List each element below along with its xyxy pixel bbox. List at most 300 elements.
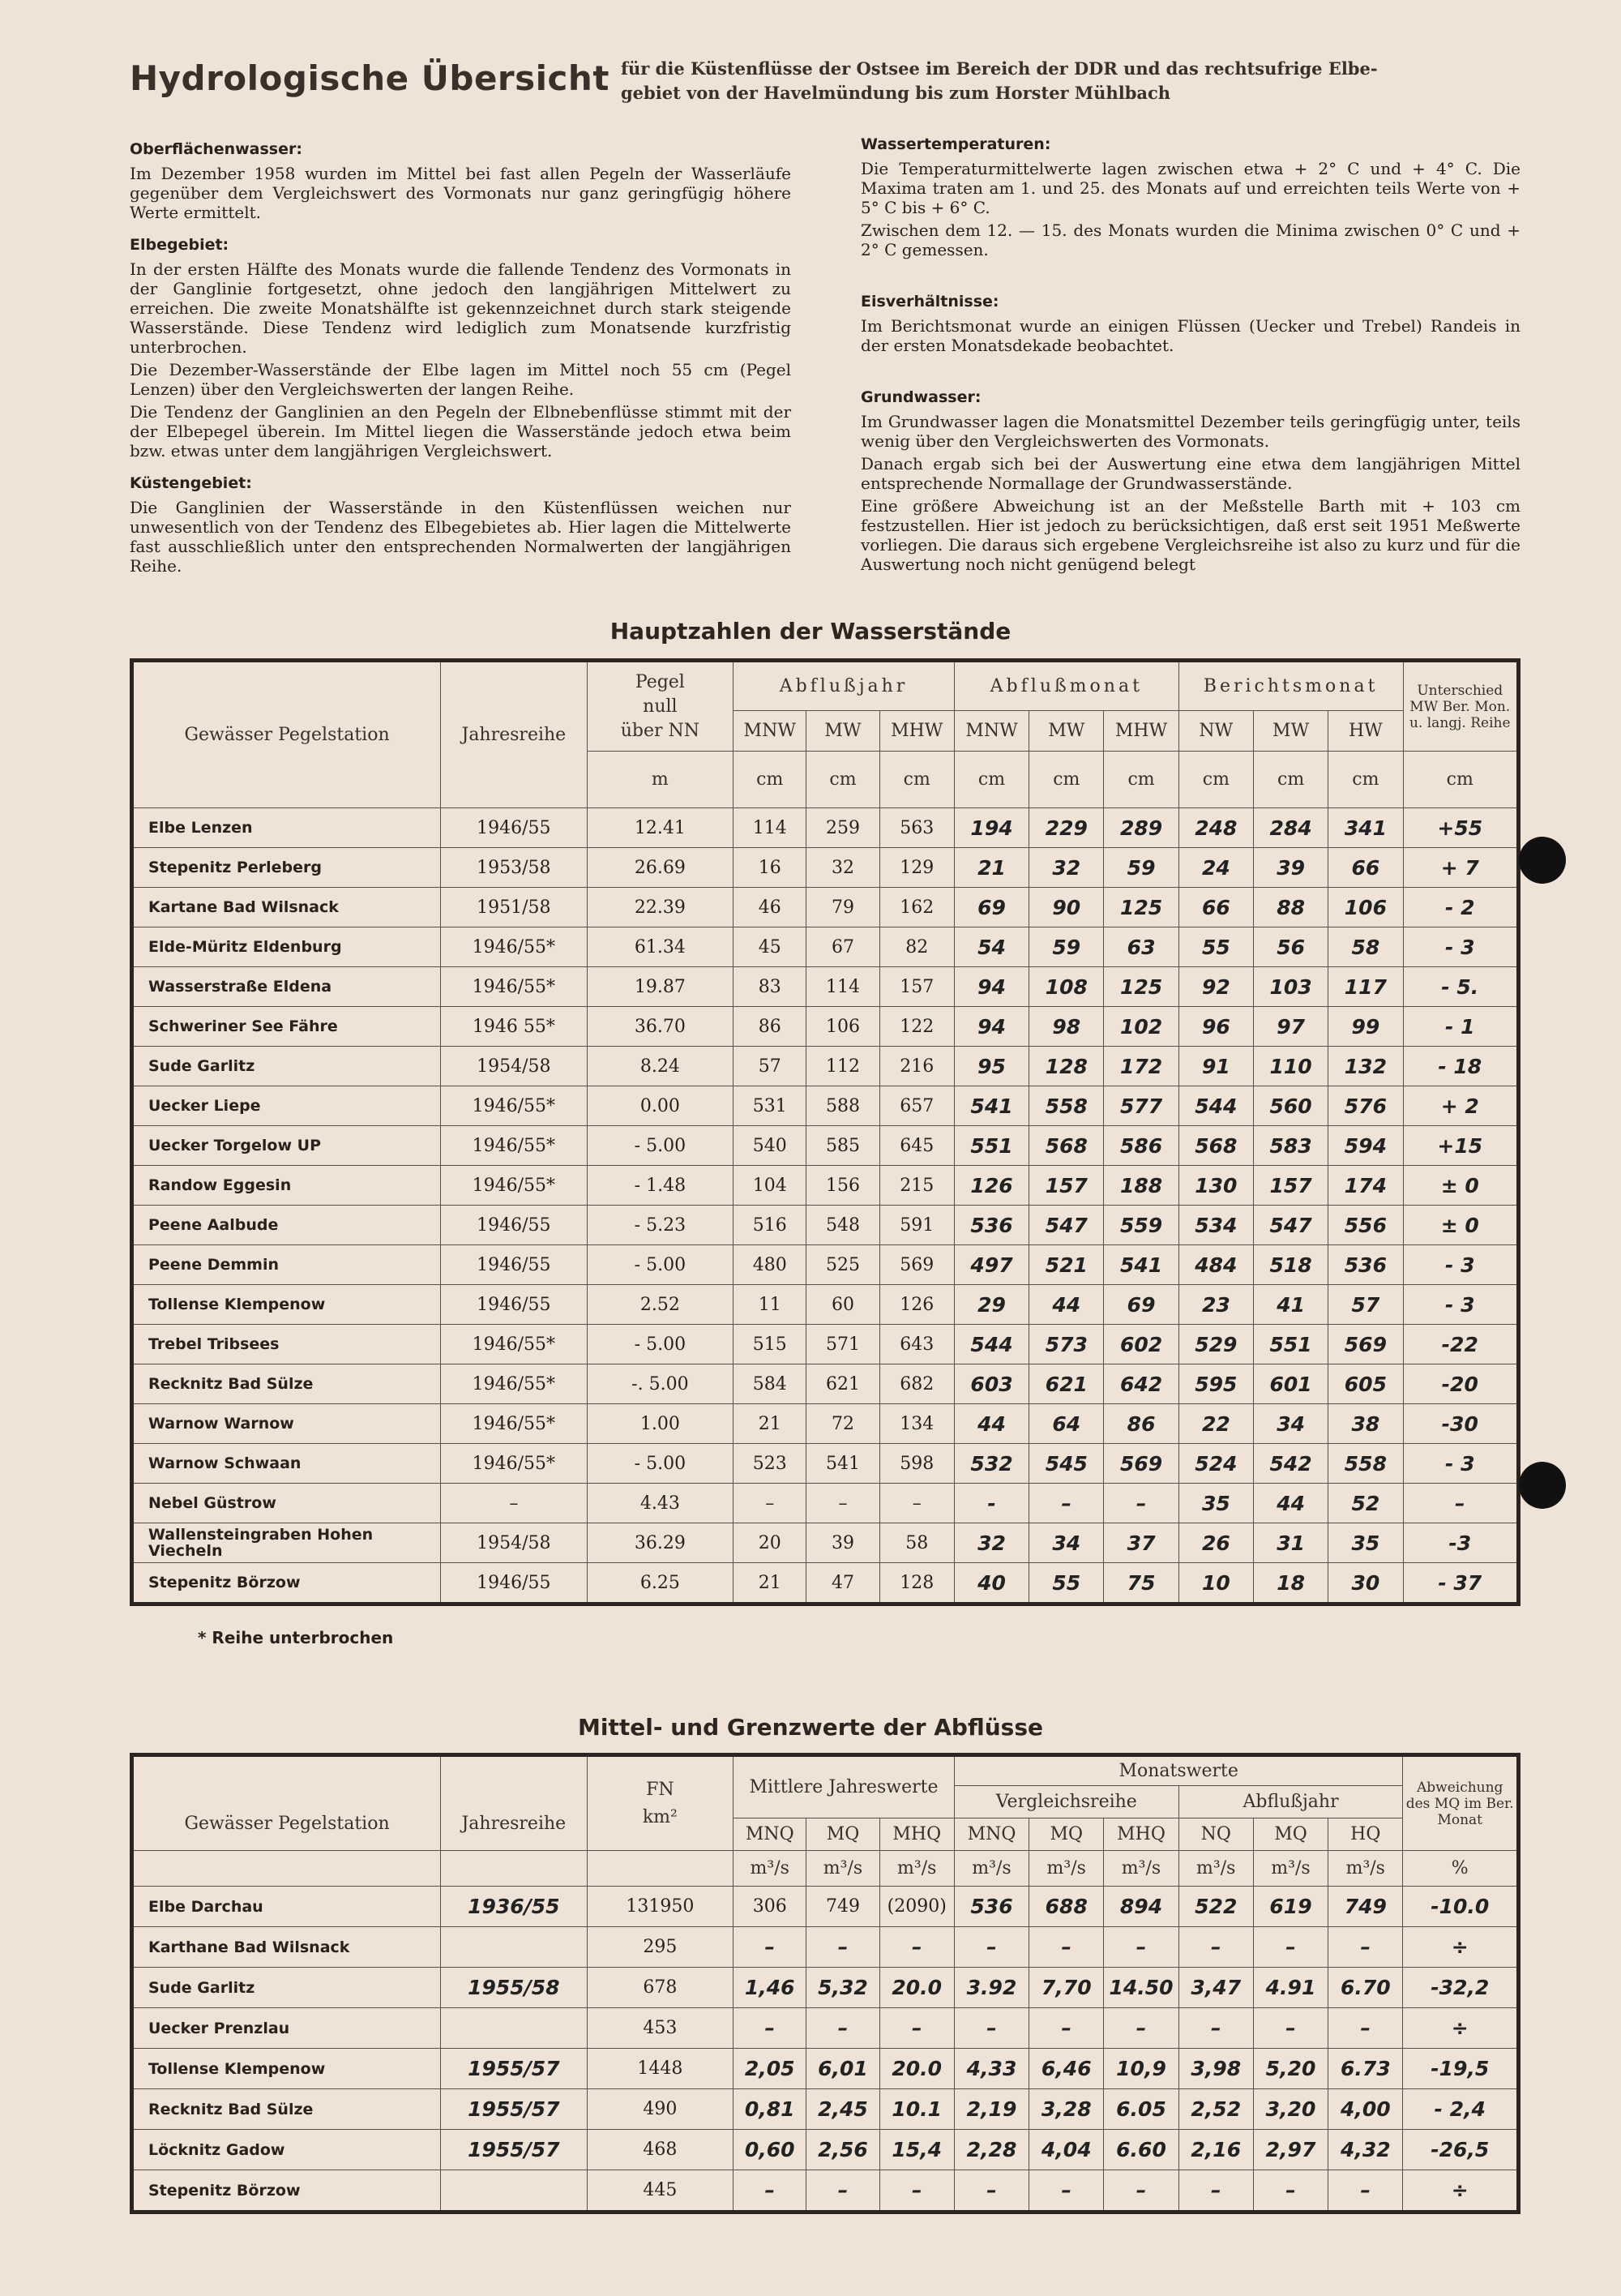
year-value: 6.70 [1328, 1968, 1403, 2008]
table2-title: Mittel- und Grenzwerte der Abflüsse [578, 1714, 1043, 1741]
month-value: 194 [954, 808, 1029, 848]
cmp-value: 6.60 [1104, 2130, 1178, 2170]
diff-value: - 3 [1403, 1285, 1518, 1325]
avg-value: – [806, 2170, 879, 2212]
diff-value: - 37 [1403, 1563, 1518, 1604]
table-row [132, 2130, 1519, 2170]
diff-value: + 7 [1403, 848, 1518, 888]
dev-value: -10.0 [1403, 1887, 1519, 1927]
month-value: 55 [1029, 1563, 1104, 1604]
dev-value: ÷ [1403, 2170, 1519, 2212]
year-value: – [1253, 2170, 1328, 2212]
report-value: 35 [1328, 1523, 1403, 1563]
header-group-avg: Mittlere Jahreswerte [734, 1755, 955, 1818]
station-name: Uecker Liepe [132, 1086, 441, 1126]
report-value: 92 [1178, 967, 1253, 1007]
report-value: 130 [1178, 1166, 1253, 1206]
year-value: 16 [734, 848, 806, 888]
month-value: 642 [1104, 1364, 1178, 1404]
report-value: 547 [1253, 1206, 1328, 1245]
cmp-value: – [1029, 1927, 1104, 1968]
report-value: 66 [1178, 888, 1253, 927]
report-value: 56 [1253, 927, 1328, 967]
report-value: 524 [1178, 1444, 1253, 1484]
series-cell: 1951/58 [441, 888, 588, 927]
section-heading: Grundwasser: [861, 388, 982, 406]
month-value: 497 [954, 1245, 1029, 1285]
year-value: 4,00 [1328, 2089, 1403, 2130]
avg-value: 6,01 [806, 2049, 879, 2089]
year-value: 21 [734, 1404, 806, 1444]
discharge-body [132, 1887, 1519, 2212]
station-name: Randow Eggesin [132, 1166, 441, 1206]
diff-value: +55 [1403, 808, 1518, 848]
avg-value: – [734, 1927, 806, 1968]
report-value: 39 [1253, 848, 1328, 888]
report-value: 484 [1178, 1245, 1253, 1285]
header-mq: MQ [806, 1818, 879, 1851]
pegel-cell: 22.39 [587, 888, 734, 927]
avg-value: – [806, 2008, 879, 2049]
month-value: 69 [954, 888, 1029, 927]
header-unit: cm [1403, 752, 1518, 808]
avg-value: 10.1 [879, 2089, 954, 2130]
report-value: 55 [1178, 927, 1253, 967]
station-name: Peene Aalbude [132, 1206, 441, 1245]
diff-value: - 1 [1403, 1007, 1518, 1047]
pegel-cell: 12.41 [587, 808, 734, 848]
header-unit: cm [954, 752, 1029, 808]
month-value: 59 [1029, 927, 1104, 967]
header-series: Jahresreihe [441, 661, 588, 808]
header-mq: MQ [1253, 1818, 1328, 1851]
page-subtitle [621, 57, 1529, 105]
month-value: 59 [1104, 848, 1178, 888]
year-value: – [1178, 2170, 1253, 2212]
series-cell: 1955/58 [441, 1968, 588, 2008]
year-value: 588 [806, 1086, 879, 1126]
pegel-cell: 2.52 [587, 1285, 734, 1325]
report-value: 110 [1253, 1047, 1328, 1086]
month-value: 63 [1104, 927, 1178, 967]
year-value: 619 [1253, 1887, 1328, 1927]
series-cell: 1946/55 [441, 1245, 588, 1285]
header-hw: HW [1328, 711, 1403, 752]
station-name: Wasserstraße Eldena [132, 967, 441, 1007]
pegel-cell: 26.69 [587, 848, 734, 888]
station-name: Elde-Müritz Eldenburg [132, 927, 441, 967]
pegel-cell: 1.00 [587, 1404, 734, 1444]
table-row [132, 1523, 1519, 1563]
cmp-value: 4,33 [954, 2049, 1029, 2089]
table-row [132, 1047, 1519, 1086]
month-value: 547 [1029, 1206, 1104, 1245]
header-unit: m³/s [1328, 1851, 1403, 1887]
cmp-value: 7,70 [1029, 1968, 1104, 2008]
year-value: 156 [806, 1166, 879, 1206]
year-value: 134 [879, 1404, 954, 1444]
header-mw: MW [1253, 711, 1328, 752]
year-value: 657 [879, 1086, 954, 1126]
fn-cell: 445 [587, 2170, 734, 2212]
month-value: 521 [1029, 1245, 1104, 1285]
report-value: 248 [1178, 808, 1253, 848]
water-levels-table [130, 658, 1520, 1606]
year-value: 21 [734, 1563, 806, 1604]
section-heading: Oberflächenwasser: [130, 140, 302, 158]
water-levels-body [132, 808, 1519, 1604]
header-mnq: MNQ [734, 1818, 806, 1851]
cmp-value: 2,28 [954, 2130, 1029, 2170]
series-cell: 1955/57 [441, 2049, 588, 2089]
month-value: 125 [1104, 967, 1178, 1007]
table-row [132, 1285, 1519, 1325]
month-value: 568 [1029, 1126, 1104, 1166]
report-value: 23 [1178, 1285, 1253, 1325]
month-value: 44 [1029, 1285, 1104, 1325]
year-value: 60 [806, 1285, 879, 1325]
station-name: Tollense Klempenow [132, 1285, 441, 1325]
year-value: 39 [806, 1523, 879, 1563]
table-row [132, 1325, 1519, 1364]
header-mw: MW [1029, 711, 1104, 752]
year-value: – [1253, 1927, 1328, 1968]
header-unit: cm [1253, 752, 1328, 808]
report-value: 558 [1328, 1444, 1403, 1484]
year-value: 525 [806, 1245, 879, 1285]
month-value: 37 [1104, 1523, 1178, 1563]
avg-value: – [879, 2008, 954, 2049]
avg-value: – [806, 1927, 879, 1968]
avg-value: – [879, 1927, 954, 1968]
table-row [132, 1927, 1519, 1968]
year-value: – [879, 1484, 954, 1523]
table-row [132, 967, 1519, 1007]
header-unit: % [1403, 1851, 1519, 1887]
series-cell: 1946/55* [441, 1166, 588, 1206]
header-fn-l2: km² [642, 1806, 678, 1827]
diff-value: - 5. [1403, 967, 1518, 1007]
month-value: 558 [1029, 1086, 1104, 1126]
series-cell: 1946/55* [441, 967, 588, 1007]
avg-value: 1,46 [734, 1968, 806, 2008]
diff-value: -20 [1403, 1364, 1518, 1404]
header-unit: cm [806, 752, 879, 808]
cmp-value: 536 [954, 1887, 1029, 1927]
year-value: 57 [734, 1047, 806, 1086]
year-value: 112 [806, 1047, 879, 1086]
month-value: 32 [1029, 848, 1104, 888]
fn-cell: 490 [587, 2089, 734, 2130]
diff-value: ± 0 [1403, 1166, 1518, 1206]
diff-value: - 3 [1403, 927, 1518, 967]
header-mhq: MHQ [879, 1818, 954, 1851]
series-cell: 1955/57 [441, 2089, 588, 2130]
year-value: 11 [734, 1285, 806, 1325]
year-value: 83 [734, 967, 806, 1007]
year-value: 114 [734, 808, 806, 848]
header-unit: m³/s [1178, 1851, 1253, 1887]
month-value: 94 [954, 1007, 1029, 1047]
header-dev: Abweichung des MQ im Ber. Monat [1403, 1755, 1519, 1851]
year-value: 621 [806, 1364, 879, 1404]
series-cell: 1936/55 [441, 1887, 588, 1927]
header-mq: MQ [1029, 1818, 1104, 1851]
fn-cell: 131950 [587, 1887, 734, 1927]
report-value: 544 [1178, 1086, 1253, 1126]
header-group-month: Monatswerte [954, 1755, 1403, 1786]
header-unit: m³/s [1253, 1851, 1328, 1887]
paragraph: In der ersten Hälfte des Monats wurde die fallende Tendenz des Vormonats in der Ganglinie fortgesetzt, ohne jedoch den langjährigen Mittelwert zu erreichen. Die zweite Monatshälfte ist gekennzeichnet durch stark steigende Wasserstände. Diese Tendenz wird lediglich zum Monatsende kurzfristig unterbrochen. [130, 259, 791, 357]
report-value: 97 [1253, 1007, 1328, 1047]
table-row [132, 1887, 1519, 1927]
pegel-cell: 61.34 [587, 927, 734, 967]
year-value: 2,52 [1178, 2089, 1253, 2130]
pegel-cell: - 5.00 [587, 1325, 734, 1364]
series-cell: 1946/55 [441, 1285, 588, 1325]
dev-value: -32,2 [1403, 1968, 1519, 2008]
pegel-cell: 36.70 [587, 1007, 734, 1047]
series-cell [441, 2170, 588, 2212]
pegel-cell: 36.29 [587, 1523, 734, 1563]
month-value: 40 [954, 1563, 1029, 1604]
table-row [132, 1086, 1519, 1126]
cmp-value: – [954, 2008, 1029, 2049]
month-value: 577 [1104, 1086, 1178, 1126]
year-value: 114 [806, 967, 879, 1007]
header-unit: cm [734, 752, 806, 808]
year-value: 72 [806, 1404, 879, 1444]
section-heading: Elbegebiet: [130, 236, 229, 254]
station-name: Sude Garlitz [132, 1968, 441, 2008]
cmp-value: – [1029, 2170, 1104, 2212]
year-value: 3,47 [1178, 1968, 1253, 2008]
month-value: 32 [954, 1523, 1029, 1563]
left-column [130, 139, 791, 579]
report-value: 66 [1328, 848, 1403, 888]
station-name: Peene Demmin [132, 1245, 441, 1285]
year-value: 569 [879, 1245, 954, 1285]
series-cell: 1954/58 [441, 1523, 588, 1563]
year-value: 157 [879, 967, 954, 1007]
report-value: 24 [1178, 848, 1253, 888]
pegel-cell: - 5.00 [587, 1245, 734, 1285]
report-value: 594 [1328, 1126, 1403, 1166]
diff-value: ± 0 [1403, 1206, 1518, 1245]
year-value: 58 [879, 1523, 954, 1563]
table-row [132, 1007, 1519, 1047]
month-value: 573 [1029, 1325, 1104, 1364]
header-unit: m³/s [954, 1851, 1029, 1887]
cmp-value: 688 [1029, 1887, 1104, 1927]
header-unit: cm [1328, 752, 1403, 808]
year-value: 591 [879, 1206, 954, 1245]
report-value: 10 [1178, 1563, 1253, 1604]
diff-value: - 2 [1403, 888, 1518, 927]
year-value: – [1178, 1927, 1253, 1968]
station-name: Löcknitz Gadow [132, 2130, 441, 2170]
report-value: 583 [1253, 1126, 1328, 1166]
header-unit: m³/s [806, 1851, 879, 1887]
year-value: 571 [806, 1325, 879, 1364]
month-value: 94 [954, 967, 1029, 1007]
header-mhq: MHQ [1104, 1818, 1178, 1851]
header-blank [441, 1851, 588, 1887]
cmp-value: – [1104, 1927, 1178, 1968]
header-unit: cm [1178, 752, 1253, 808]
report-value: 22 [1178, 1404, 1253, 1444]
table-row [132, 1563, 1519, 1604]
station-name: Schweriner See Fähre [132, 1007, 441, 1047]
report-value: 58 [1328, 927, 1403, 967]
header-mnw: MNW [954, 711, 1029, 752]
series-cell: 1946/55* [441, 1444, 588, 1484]
report-value: 26 [1178, 1523, 1253, 1563]
cmp-value: 4,04 [1029, 2130, 1104, 2170]
fn-cell: 295 [587, 1927, 734, 1968]
cmp-value: 894 [1104, 1887, 1178, 1927]
section-heading: Wassertemperaturen: [861, 135, 1051, 153]
table-row [132, 1968, 1519, 2008]
report-value: 595 [1178, 1364, 1253, 1404]
punch-hole [1519, 1462, 1566, 1509]
fn-cell: 678 [587, 1968, 734, 2008]
pegel-cell: - 5.23 [587, 1206, 734, 1245]
series-cell: 1946/55* [441, 1086, 588, 1126]
dev-value: -19,5 [1403, 2049, 1519, 2089]
table-row [132, 1126, 1519, 1166]
year-value: 531 [734, 1086, 806, 1126]
report-value: 30 [1328, 1563, 1403, 1604]
cmp-value: 3,28 [1029, 2089, 1104, 2130]
header-mnw: MNW [734, 711, 806, 752]
header [130, 50, 1524, 115]
header-pegel-l2: null [643, 696, 678, 717]
year-value: 2,97 [1253, 2130, 1328, 2170]
station-name: Stepenitz Börzow [132, 1563, 441, 1604]
header-group-year: Abflußjahr [1178, 1786, 1403, 1818]
month-value: 551 [954, 1126, 1029, 1166]
header-unit: cm [1104, 752, 1178, 808]
diff-value: - 3 [1403, 1444, 1518, 1484]
cmp-value: 3.92 [954, 1968, 1029, 2008]
pegel-cell: 6.25 [587, 1563, 734, 1604]
avg-value: 15,4 [879, 2130, 954, 2170]
series-cell: 1946/55* [441, 1404, 588, 1444]
report-value: 52 [1328, 1484, 1403, 1523]
avg-value: – [734, 2008, 806, 2049]
month-value: 126 [954, 1166, 1029, 1206]
month-value: 545 [1029, 1444, 1104, 1484]
table-row [132, 2049, 1519, 2089]
year-value: 79 [806, 888, 879, 927]
table-row [132, 1245, 1519, 1285]
year-value: 6.73 [1328, 2049, 1403, 2089]
header-unit: m [587, 752, 734, 808]
month-value: 125 [1104, 888, 1178, 927]
month-value: 108 [1029, 967, 1104, 1007]
year-value: – [734, 1484, 806, 1523]
month-value: 586 [1104, 1126, 1178, 1166]
cmp-value: 6,46 [1029, 2049, 1104, 2089]
cmp-value: – [1104, 2170, 1178, 2212]
station-name: Trebel Tribsees [132, 1325, 441, 1364]
station-name: Elbe Lenzen [132, 808, 441, 848]
year-value: 20 [734, 1523, 806, 1563]
month-value: 34 [1029, 1523, 1104, 1563]
report-value: 34 [1253, 1404, 1328, 1444]
month-value: 536 [954, 1206, 1029, 1245]
report-value: 88 [1253, 888, 1328, 927]
report-value: 174 [1328, 1166, 1403, 1206]
month-value: 64 [1029, 1404, 1104, 1444]
header-blank [132, 1851, 441, 1887]
cmp-value: – [954, 2170, 1029, 2212]
series-cell: 1946/55* [441, 1325, 588, 1364]
station-name: Warnow Warnow [132, 1404, 441, 1444]
month-value: – [1029, 1484, 1104, 1523]
year-value: 67 [806, 927, 879, 967]
series-cell: 1946/55 [441, 1206, 588, 1245]
header-nw: NW [1178, 711, 1253, 752]
month-value: 54 [954, 927, 1029, 967]
station-name: Tollense Klempenow [132, 2049, 441, 2089]
series-cell: 1946/55 [441, 808, 588, 848]
pegel-cell: 0.00 [587, 1086, 734, 1126]
report-value: 551 [1253, 1325, 1328, 1364]
avg-value: – [734, 2170, 806, 2212]
series-cell: – [441, 1484, 588, 1523]
diff-value: – [1403, 1484, 1518, 1523]
series-cell: 1946 55* [441, 1007, 588, 1047]
month-value: 541 [1104, 1245, 1178, 1285]
paragraph: Im Grundwasser lagen die Monatsmittel Dezember teils geringfügig unter, teils wenig über den Vergleichswerten des Vormonats. [861, 412, 1520, 451]
year-value: 126 [879, 1285, 954, 1325]
year-value: 86 [734, 1007, 806, 1047]
header-series: Jahresreihe [441, 1755, 588, 1851]
year-value: 32 [806, 848, 879, 888]
pegel-cell: 19.87 [587, 967, 734, 1007]
year-value: 516 [734, 1206, 806, 1245]
year-value: 3,98 [1178, 2049, 1253, 2089]
avg-value: 2,05 [734, 2049, 806, 2089]
month-value: 541 [954, 1086, 1029, 1126]
month-value: 95 [954, 1047, 1029, 1086]
header-pegel [587, 661, 734, 752]
header-mw: MW [806, 711, 879, 752]
paragraph: Die Tendenz der Ganglinien an den Pegeln der Elbnebenflüsse stimmt mit der der Elbepegel überein. Im Mittel liegen die Wasserstände jedoch etwa beim bzw. etwas unter dem langjährigen Vergleichswert. [130, 402, 791, 460]
header-blank [587, 1851, 734, 1887]
report-value: 18 [1253, 1563, 1328, 1604]
dev-value: - 2,4 [1403, 2089, 1519, 2130]
month-value: 75 [1104, 1563, 1178, 1604]
header-group-cmp: Vergleichsreihe [954, 1786, 1178, 1818]
dev-value: ÷ [1403, 2008, 1519, 2049]
year-value: 2,16 [1178, 2130, 1253, 2170]
report-value: 44 [1253, 1484, 1328, 1523]
avg-value: 20.0 [879, 1968, 954, 2008]
paragraph: Eine größere Abweichung ist an der Meßstelle Barth mit + 103 cm festzustellen. Hier ist jedoch zu berücksichtigen, daß erst seit 1951 Meßwerte vorliegen. Die daraus sich ergebene Vergleichsreihe ist also zu kurz und für die Auswertung noch nicht genügend belegt [861, 496, 1520, 574]
year-value: 3,20 [1253, 2089, 1328, 2130]
year-value: 563 [879, 808, 954, 848]
report-value: 31 [1253, 1523, 1328, 1563]
avg-value: 306 [734, 1887, 806, 1927]
dev-value: -26,5 [1403, 2130, 1519, 2170]
month-value: 98 [1029, 1007, 1104, 1047]
report-value: 35 [1178, 1484, 1253, 1523]
report-value: 556 [1328, 1206, 1403, 1245]
year-value: 480 [734, 1245, 806, 1285]
